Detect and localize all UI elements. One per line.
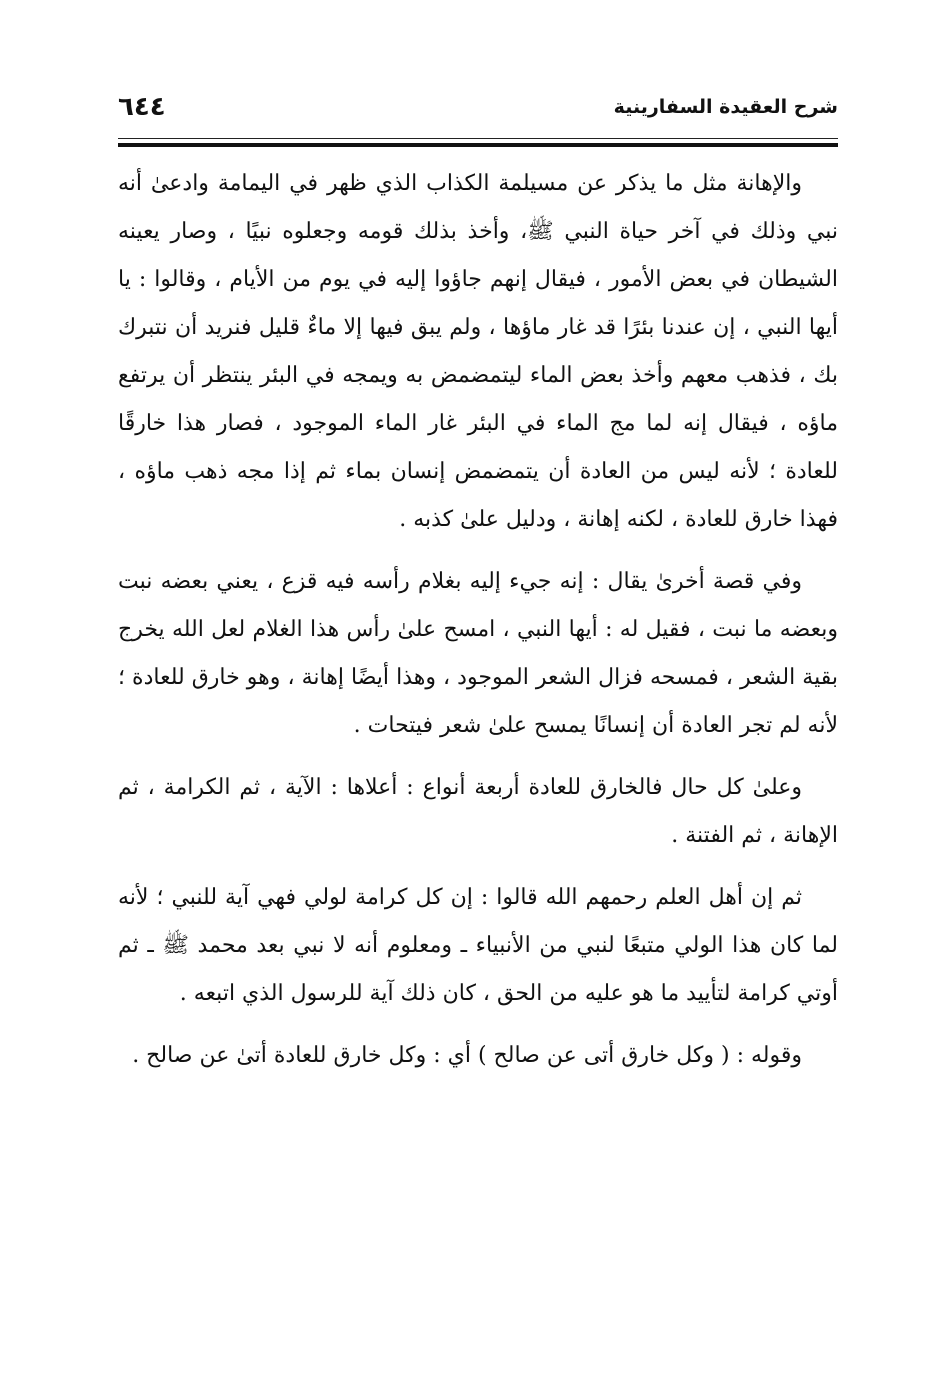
paragraph-4: ثم إن أهل العلم رحمهم الله قالوا : إن كل كرامة لولي فهي آية للنبي ؛ لأنه لما كان هذا الولي متبعًا لنبي من الأنبياء ـ ومعلوم أنه لا نبي بعد محمد ﷺ ـ ثم أوتي كرامة لتأييد ما هو عليه من الحق ، كان ذلك آية للرسول الذي اتبعه . (118, 885, 838, 1006)
body-text (118, 160, 838, 1094)
running-header (118, 92, 838, 132)
paragraph-5: وقوله : ( وكل خارق أتى عن صالح ) أي : وكل خارق للعادة أتىٰ عن صالح . (132, 1043, 802, 1068)
header-rule-thin (118, 138, 838, 139)
paragraph-3: وعلىٰ كل حال فالخارق للعادة أربعة أنواع : أعلاها : الآية ، ثم الكرامة ، ثم الإهانة ، ثم الفتنة . (118, 775, 838, 848)
running-header-title: شرح العقيدة السفارينية (613, 96, 838, 118)
header-rule-thick (118, 143, 838, 147)
paragraph-2: وفي قصة أخرىٰ يقال : إنه جيء إليه بغلام رأسه فيه قزع ، يعني بعضه نبت وبعضه ما نبت ، فقيل له : أيها النبي ، امسح علىٰ رأس هذا الغلام لعل الله يخرج بقية الشعر ، فمسحه فزال الشعر الموجود ، وهذا أيضًا إهانة ، وهو خارق للعادة ؛ لأنه لم تجر العادة أن إنسانًا يمسح علىٰ شعر فيتحات . (118, 569, 838, 738)
paragraph-1: والإهانة مثل ما يذكر عن مسيلمة الكذاب الذي ظهر في اليمامة وادعىٰ أنه نبي وذلك في آخر حياة النبي ﷺ، وأخذ بذلك قومه وجعلوه نبيًا ، وصار يعينه الشيطان في بعض الأمور ، فيقال إنهم جاؤوا إليه في يوم من الأيام ، وقالوا : يا أيها النبي ، إن عندنا بئرًا قد غار ماؤها ، ولم يبق فيها إلا ماءٌ قليل فنريد أن نتبرك بك ، فذهب معهم وأخذ بعض الماء ليتمضمض به ويمجه في البئر ينتظر أن يرتفع ماؤه ، فيقال إنه لما مج الماء في البئر غار الماء الموجود ، فصار هذا خارقًا للعادة ؛ لأنه ليس من العادة أن يتمضمض إنسان بماء ثم إذا مجه ذهب ماؤه ، فهذا خارق للعادة ، لكنه إهانة ، ودليل علىٰ كذبه . (118, 171, 838, 532)
page-number: ٦٤٤ (118, 92, 166, 122)
